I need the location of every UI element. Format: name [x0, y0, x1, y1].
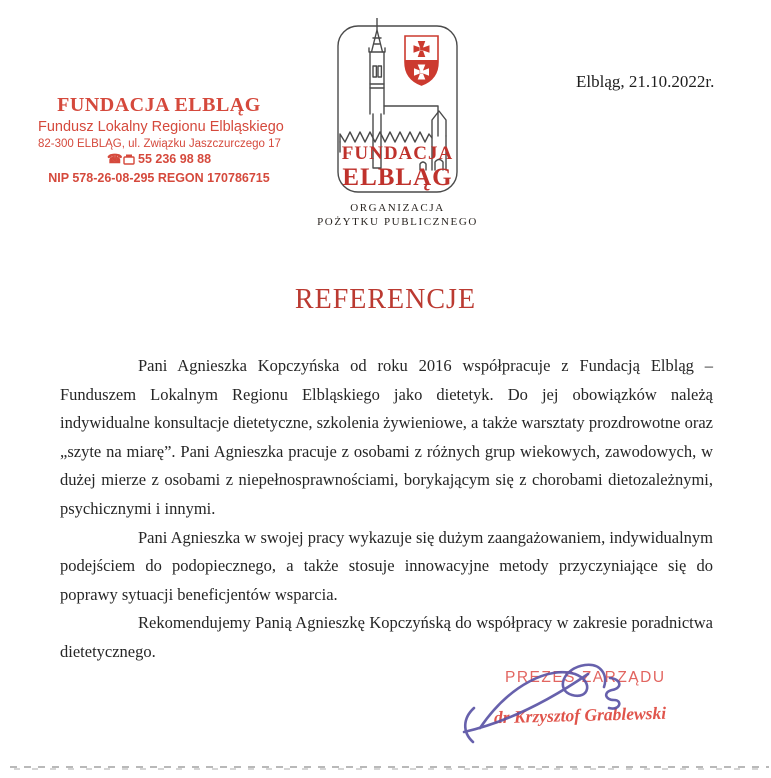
logo-wordmark	[336, 144, 459, 190]
page-title: REFERENCJE	[294, 284, 477, 315]
letterhead-address: 82-300 ELBLĄG, ul. Związku Jaszczurczego 17	[38, 137, 281, 150]
foundation-logo	[317, 18, 478, 228]
letterhead-phone-number: 55 236 98 88	[138, 152, 212, 167]
elblag-coat-of-arms-icon	[405, 36, 438, 85]
letterhead-nip-regon: NIP 578-26-08-295 REGON 170786715	[48, 171, 270, 186]
org-type-line2: POŻYTKU PUBLICZNEGO	[317, 215, 478, 228]
body-paragraph-1: Pani Agnieszka Kopczyńska od roku 2016 współpracuje z Fundacją Elbląg – Funduszem Lokalnym Regionu Elbląskiego jako dietetyk. Do jej obowiązków należą indywidualne konsultacje dietetyczne, szkolenia żywieniowe, a także warsztaty prozdrowotne oraz „szyte na miarę”. Pani Agnieszka pracuje z osobami z różnych grup wiekowych, zawodowych, w dużej mierze z osobami z niepełnosprawnościami, borykającym się z chorobami dietozależnymi, psychicznymi i innymi.	[60, 356, 713, 518]
handwritten-signature-icon	[458, 648, 688, 748]
logo-name-line1: FUNDACJA	[341, 143, 454, 164]
letter-body	[60, 352, 713, 667]
letterhead-stamp	[38, 94, 284, 186]
date-line: Elbląg, 21.10.2022r.	[576, 72, 715, 91]
signature-name-stamp: dr Krzysztof Grablewski	[493, 702, 667, 728]
phone-icon: ☎	[106, 152, 123, 167]
org-type-line1: ORGANIZACJA	[350, 202, 445, 214]
signature-role-stamp: PREZES ZARZĄDU	[505, 669, 666, 686]
logo-name-line2: ELBLĄG	[342, 164, 453, 191]
scanner-noise-band	[10, 766, 769, 771]
logo-org-type	[296, 202, 499, 230]
letterhead-subtitle: Fundusz Lokalny Regionu Elbląskiego	[38, 118, 284, 135]
body-paragraph-2: Pani Agnieszka w swojej pracy wykazuje się dużym zaangażowaniem, indywidualnym podejściem do podopiecznego, a także stosuje innowacyjne metody przyczyniające się do poprawy sytuacji beneficjentów wsparcia.	[60, 527, 713, 604]
letterhead-org-name: FUNDACJA ELBLĄG	[57, 94, 261, 116]
body-paragraph-3: Rekomendujemy Panią Agnieszkę Kopczyńską do współpracy w zakresie poradnictwa dietetycznego.	[60, 613, 713, 661]
letterhead-phone-line	[38, 152, 280, 169]
fax-icon	[123, 154, 135, 169]
